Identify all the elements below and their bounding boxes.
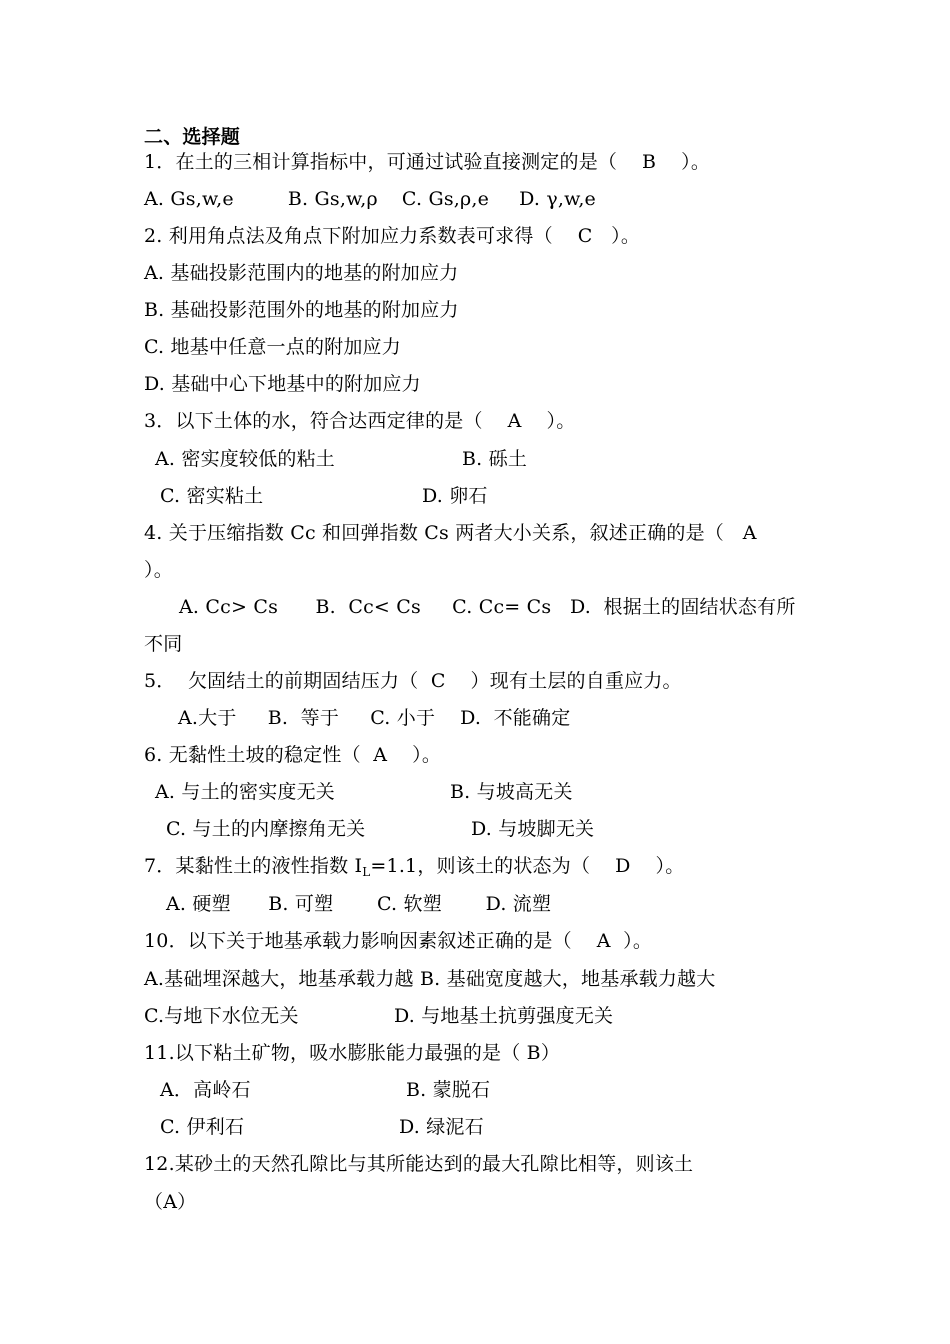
liquidity-subscript: L [362, 865, 371, 879]
question-3-option-b: B. 砾土 [462, 448, 528, 470]
option-b: B. Gs,w,ρ [287, 188, 378, 210]
question-6-option-a: A. 与土的密实度无关 [155, 781, 336, 803]
question-3: 3．以下土体的水，符合达西定律的是（ A ）。 [144, 410, 576, 432]
option-d: D. γ,w,e [519, 188, 597, 210]
question-2-option-c: C. 地基中任意一点的附加应力 [144, 336, 401, 358]
question-7-text-rest: =1.1，则该土的状态为（ D ）。 [370, 855, 685, 877]
question-4-options-wrap: 不同 [144, 633, 183, 655]
question-2-option-a: A. 基础投影范围内的地基的附加应力 [144, 262, 459, 284]
question-11: 11.以下粘土矿物，吸水膨胀能力最强的是（ B） [144, 1042, 561, 1064]
question-11-option-d: D. 绿泥石 [399, 1116, 484, 1138]
question-3-option-d: D. 卵石 [422, 485, 488, 507]
question-7-options: A. 硬塑 B. 可塑 C. 软塑 D. 流塑 [166, 893, 552, 915]
question-10: 10．以下关于地基承载力影响因素叙述正确的是（ A ）。 [144, 930, 653, 952]
question-1-options [144, 186, 596, 212]
question-10-options-ab: A.基础埋深越大，地基承载力越 B. 基础宽度越大，地基承载力越大 [144, 968, 716, 990]
option-a: A. Gs,w,e [144, 188, 234, 210]
question-2-option-b: B. 基础投影范围外的地基的附加应力 [144, 299, 459, 321]
question-11-option-a: A．高岭石 [160, 1079, 251, 1101]
option-c: C. Gs,ρ,e [401, 188, 490, 210]
question-7-text: 7．某黏性土的液性指数 I [144, 855, 363, 877]
question-5: 5． 欠固结土的前期固结压力（ C ）现有土层的自重应力。 [144, 670, 682, 692]
question-2-option-d: D. 基础中心下地基中的附加应力 [144, 373, 421, 395]
question-11-option-b: B. 蒙脱石 [406, 1079, 491, 1101]
question-12-line-2: （A） [144, 1191, 197, 1213]
question-3-option-c: C. 密实粘土 [160, 485, 264, 507]
question-6-option-c: C. 与土的内摩擦角无关 [166, 818, 366, 840]
question-11-option-c: C. 伊利石 [160, 1116, 245, 1138]
question-7 [144, 853, 684, 881]
question-10-option-d: D. 与地基土抗剪强度无关 [394, 1005, 614, 1027]
question-6-option-d: D. 与坡脚无关 [471, 818, 595, 840]
section-title: 二、选择题 [144, 126, 241, 148]
question-4-options: A. Cc> Cs B. Cc< Cs C. Cc= Cs D. 根据土的固结状态有所 [179, 596, 796, 618]
question-12-line-1: 12.某砂土的天然孔隙比与其所能达到的最大孔隙比相等，则该土 [144, 1153, 694, 1175]
question-4-line-2: ）。 [144, 559, 173, 581]
question-6: 6. 无黏性土坡的稳定性（ A ）。 [144, 744, 442, 766]
question-4-line-1: 4. 关于压缩指数 Cc 和回弹指数 Cs 两者大小关系，叙述正确的是（ A [144, 522, 757, 544]
question-3-option-a: A. 密实度较低的粘土 [155, 448, 336, 470]
question-1: 1．在土的三相计算指标中，可通过试验直接测定的是（ B ）。 [144, 151, 711, 173]
question-6-option-b: B. 与坡高无关 [450, 781, 573, 803]
question-2: 2. 利用角点法及角点下附加应力系数表可求得（ C ）。 [144, 225, 641, 247]
question-5-options: A.大于 B. 等于 C. 小于 D. 不能确定 [178, 707, 571, 729]
question-10-option-c: C.与地下水位无关 [144, 1005, 299, 1027]
